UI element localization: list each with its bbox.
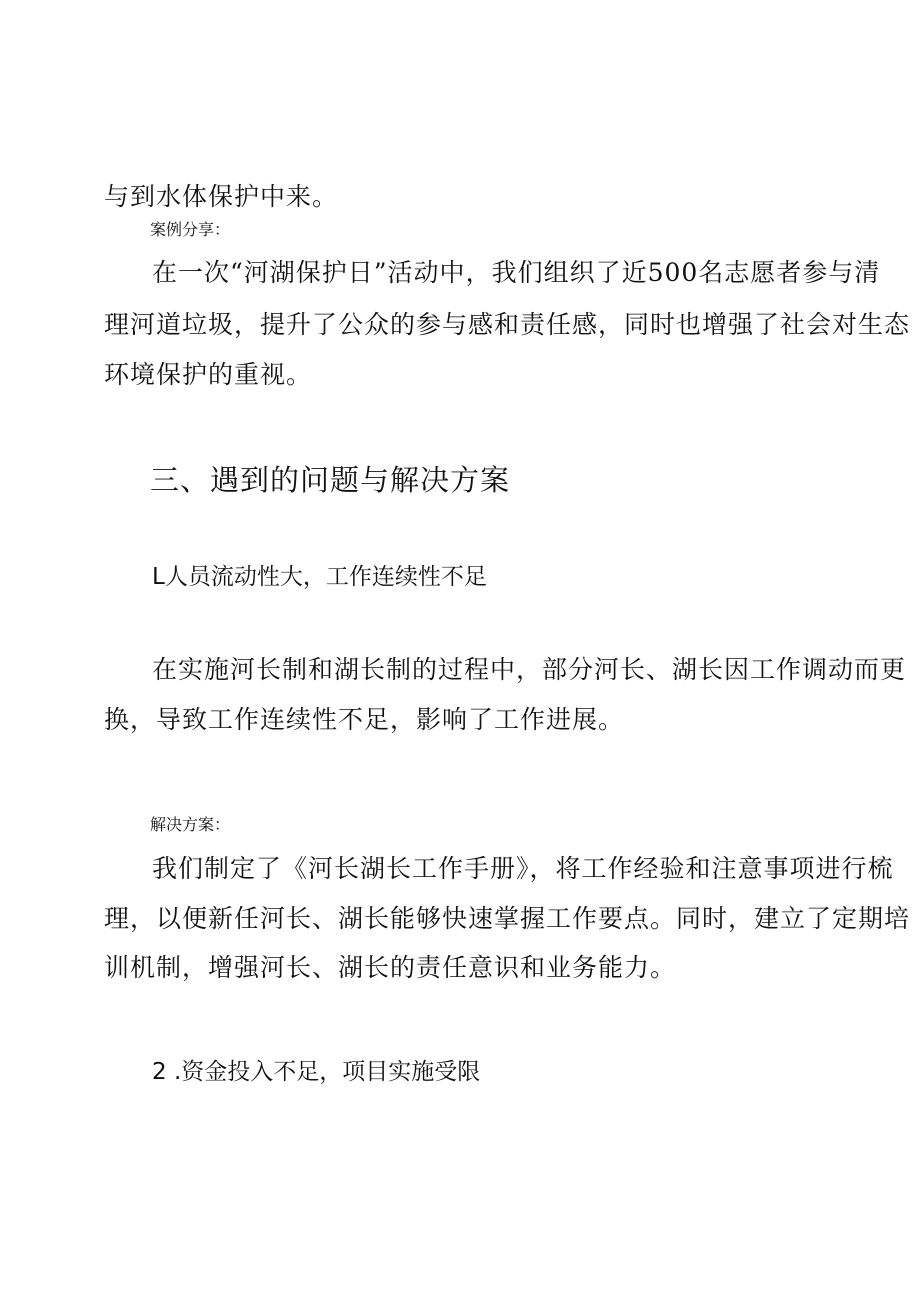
- case-paragraph-line-1: 在一次“河湖保护日”活动中，我们组织了近500名志愿者参与清: [152, 258, 881, 287]
- solution-paragraph-line-3: 训机制，增强河长、湖长的责任意识和业务能力。: [104, 953, 677, 982]
- subheading-item-1: L人员流动性大，工作连续性不足: [152, 564, 487, 590]
- problem-paragraph-line-2: 换，导致工作连续性不足，影响了工作进展。: [104, 705, 625, 734]
- case-share-label: 案例分享：: [150, 220, 231, 239]
- case-paragraph-line-2: 理河道垃圾，提升了公众的参与感和责任感，同时也增强了社会对生态: [104, 310, 911, 339]
- solution-label: 解决方案：: [150, 815, 231, 834]
- section-heading: 三、遇到的问题与解决方案: [150, 463, 511, 497]
- solution-paragraph-line-2: 理，以便新任河长、湖长能够快速掌握工作要点。同时，建立了定期培: [104, 904, 911, 933]
- paragraph-continuation: 与到水体保护中来。: [104, 182, 339, 211]
- solution-paragraph-line-1: 我们制定了《河长湖长工作手册》，将工作经验和注意事项进行梳: [152, 854, 894, 883]
- subheading-item-2: 2 .资金投入不足，项目实施受限: [152, 1059, 481, 1085]
- problem-paragraph-line-1: 在实施河长制和湖长制的过程中，部分河长、湖长因工作调动而更: [152, 655, 907, 684]
- case-paragraph-line-3: 环境保护的重视。: [104, 360, 313, 389]
